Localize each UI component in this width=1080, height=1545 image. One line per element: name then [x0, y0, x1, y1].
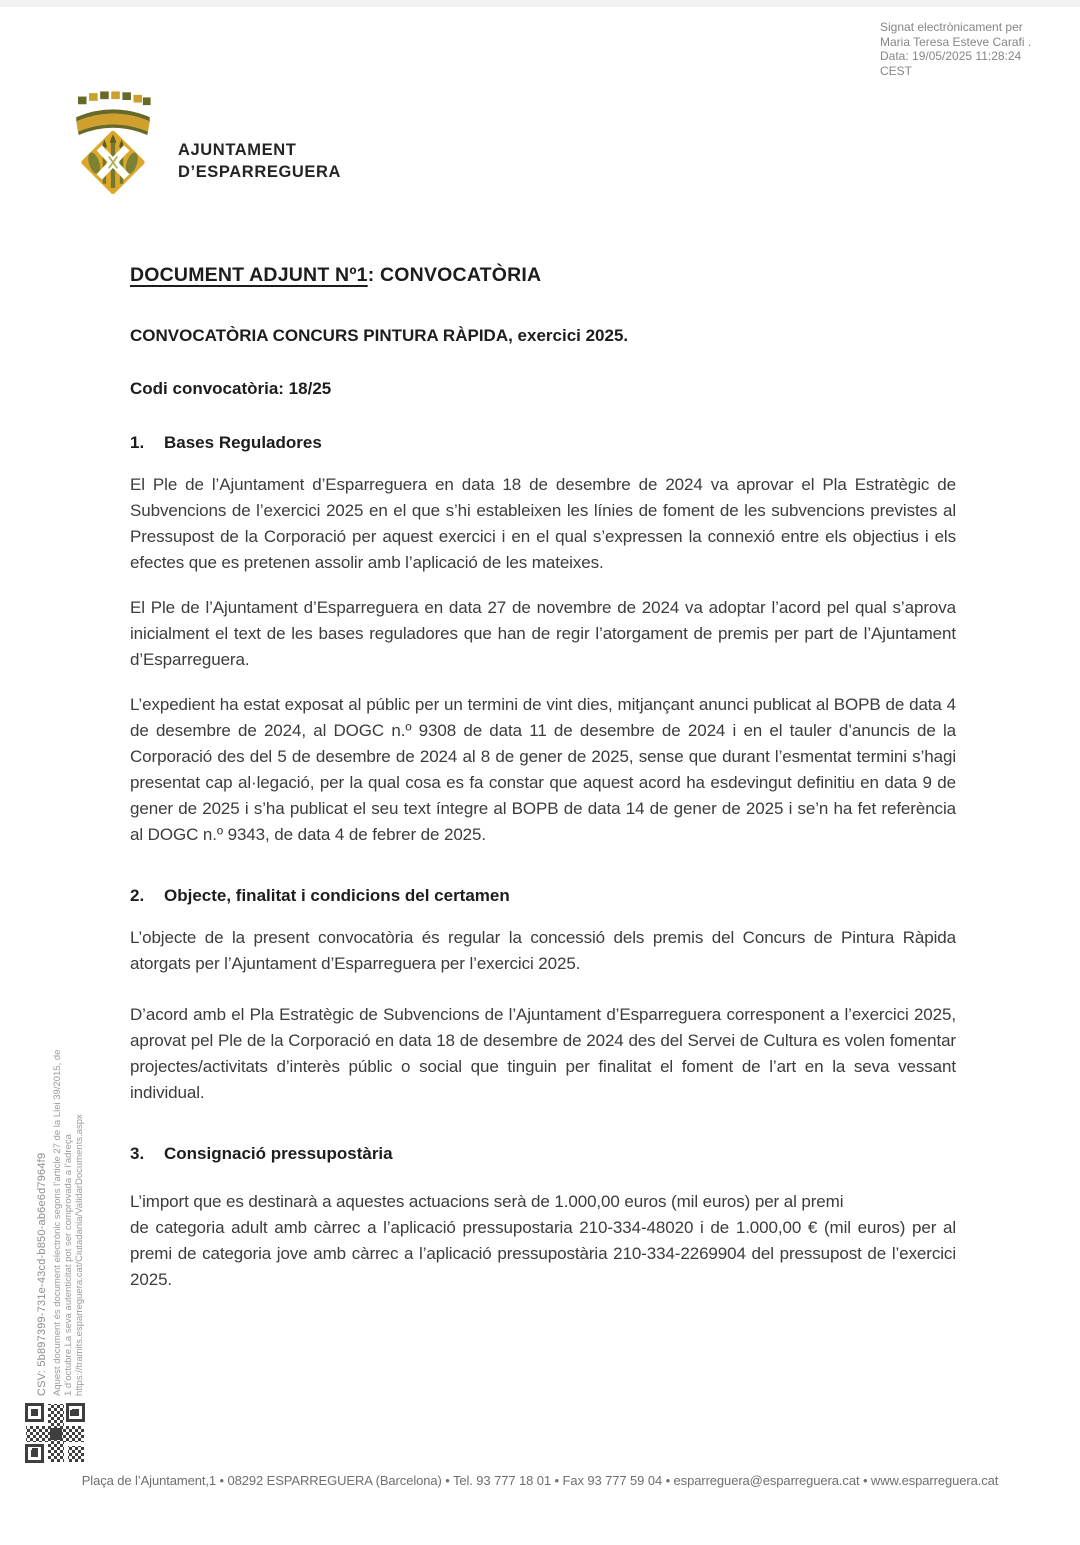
paragraph: El Ple de l’Ajuntament d’Esparreguera en data 27 de novembre de 2024 va adoptar l’acord pel qual s’aprova inicialment el text de les bases reguladores que han de regir l’atorgament de premis per part de l’Ajuntament d’Esparreguera.	[130, 598, 956, 669]
csv-code: CSV: 5b897399-731e-43cd-b850-ab6e6d7964f9	[36, 1152, 48, 1396]
document-title-underlined: DOCUMENT ADJUNT Nº1	[130, 264, 368, 286]
paragraph: de categoria adult amb càrrec a l’aplicació pressupostaria 210-334-48020 i de 1.000,00 € (mil euros) per al premi de categoria jove amb càrrec a l’aplicació pressupostària 210-334-2269904 del pressupost de l’exercici 2025.	[130, 1218, 956, 1289]
signature-line: CEST	[880, 63, 913, 78]
paragraph: L’import que es destinarà a aquestes actuacions serà de 1.000,00 euros (mil euros) per al premi	[130, 1192, 844, 1211]
document-title-rest: : CONVOCATÒRIA	[367, 264, 542, 286]
section-3-title: Consignació pressupostària	[164, 1144, 393, 1163]
paragraph: D’acord amb el Pla Estratègic de Subvencions de l’Ajuntament d’Esparreguera corresponent a l’exercici 2025, aprovat pel Ple de la Corporació en data 18 de desembre de 2024 des del Servei de Cultura es volen fomentar projectes/activitats d’interès públic o social que tinguin per finalitat el foment de l’art en la seva vessant individual.	[130, 1005, 956, 1102]
document-title	[130, 264, 956, 287]
section-2-heading	[130, 886, 956, 906]
footer-contact-line: Plaça de l’Ajuntament,1 • 08292 ESPARREGUERA (Barcelona) • Tel. 93 777 18 01 • Fax 93 777 59 04 • esparreguera@esparreguera.cat • www.esparreguera.cat	[81, 1473, 999, 1488]
paragraph: El Ple de l’Ajuntament d’Esparreguera en data 18 de desembre de 2024 va aprovar el Pla Estratègic de Subvencions de l’exercici 2025 en el que s’hi estableixen les línies de foment de les subvencions previstes al Pressupost de la Corporació per aquest exercici i en el qual s’expressen la connexió entre els objectius i els efectes que es pretenen assolir amb l’aplicació de les mateixes.	[130, 475, 956, 572]
org-name-line1: AJUNTAMENT	[178, 141, 297, 159]
validation-line: Aquest document és document electrònic segons l’article 27 de la Llei 39/2015, de	[52, 1049, 63, 1396]
section-2-number: 2.	[130, 886, 145, 905]
section-3-heading	[130, 1144, 956, 1164]
section-2-title: Objecte, finalitat i condicions del certamen	[164, 886, 510, 905]
signature-line: Maria Teresa Esteve Carafi .	[880, 34, 1032, 49]
validation-line: https://tramits.esparreguera.cat/Ciutadania/ValidarDocuments.aspx	[74, 1114, 85, 1396]
section-1-heading	[130, 433, 956, 453]
section-1-number: 1.	[130, 433, 145, 452]
validation-note	[52, 916, 85, 1396]
section-3-number: 3.	[130, 1144, 145, 1163]
convocation-code: Codi convocatòria: 18/25	[130, 379, 332, 398]
document-subtitle: CONVOCATÒRIA CONCURS PINTURA RÀPIDA, exercici 2025.	[130, 326, 629, 345]
signature-line: Data: 19/05/2025 11:28:24	[880, 49, 1022, 63]
validation-line: 1 d’octubre.La seva autenticitat pot ser comprovada a l’adreça	[63, 1134, 74, 1396]
paragraph: L’objecte de la present convocatòria és regular la concessió dels premis del Concurs de Pintura Ràpida atorgats per l’Ajuntament d’Esparreguera per l’exercici 2025.	[130, 928, 956, 973]
org-name-line2: D’ESPARREGUERA	[178, 163, 342, 181]
document-validation-sidebar	[36, 916, 85, 1396]
paragraph: L’expedient ha estat exposat al públic per un termini de vint dies, mitjançant anunci publicat al BOPB de data 4 de desembre de 2024, al DOGC n.º 9308 de data 11 de desembre de 2024 i en el tauler d’anuncis de la Corporació des del 5 de desembre de 2024 al 8 de gener de 2025, sense que durant l’esmentat termini s’hagi presentat cap al·legació, per la qual cosa es fa constar que aquest acord ha esdevingut definitiu en data 9 de gener de 2025 i s’ha publicat el seu text íntegre al BOPB de data 14 de gener de 2025 i se’n ha fet referència al DOGC n.º 9343, de data 4 de febrer de 2025.	[130, 695, 956, 844]
qr-code	[24, 1402, 86, 1464]
section-1-title: Bases Reguladores	[164, 433, 322, 452]
signature-line: Signat electrònicament per	[880, 20, 1023, 34]
